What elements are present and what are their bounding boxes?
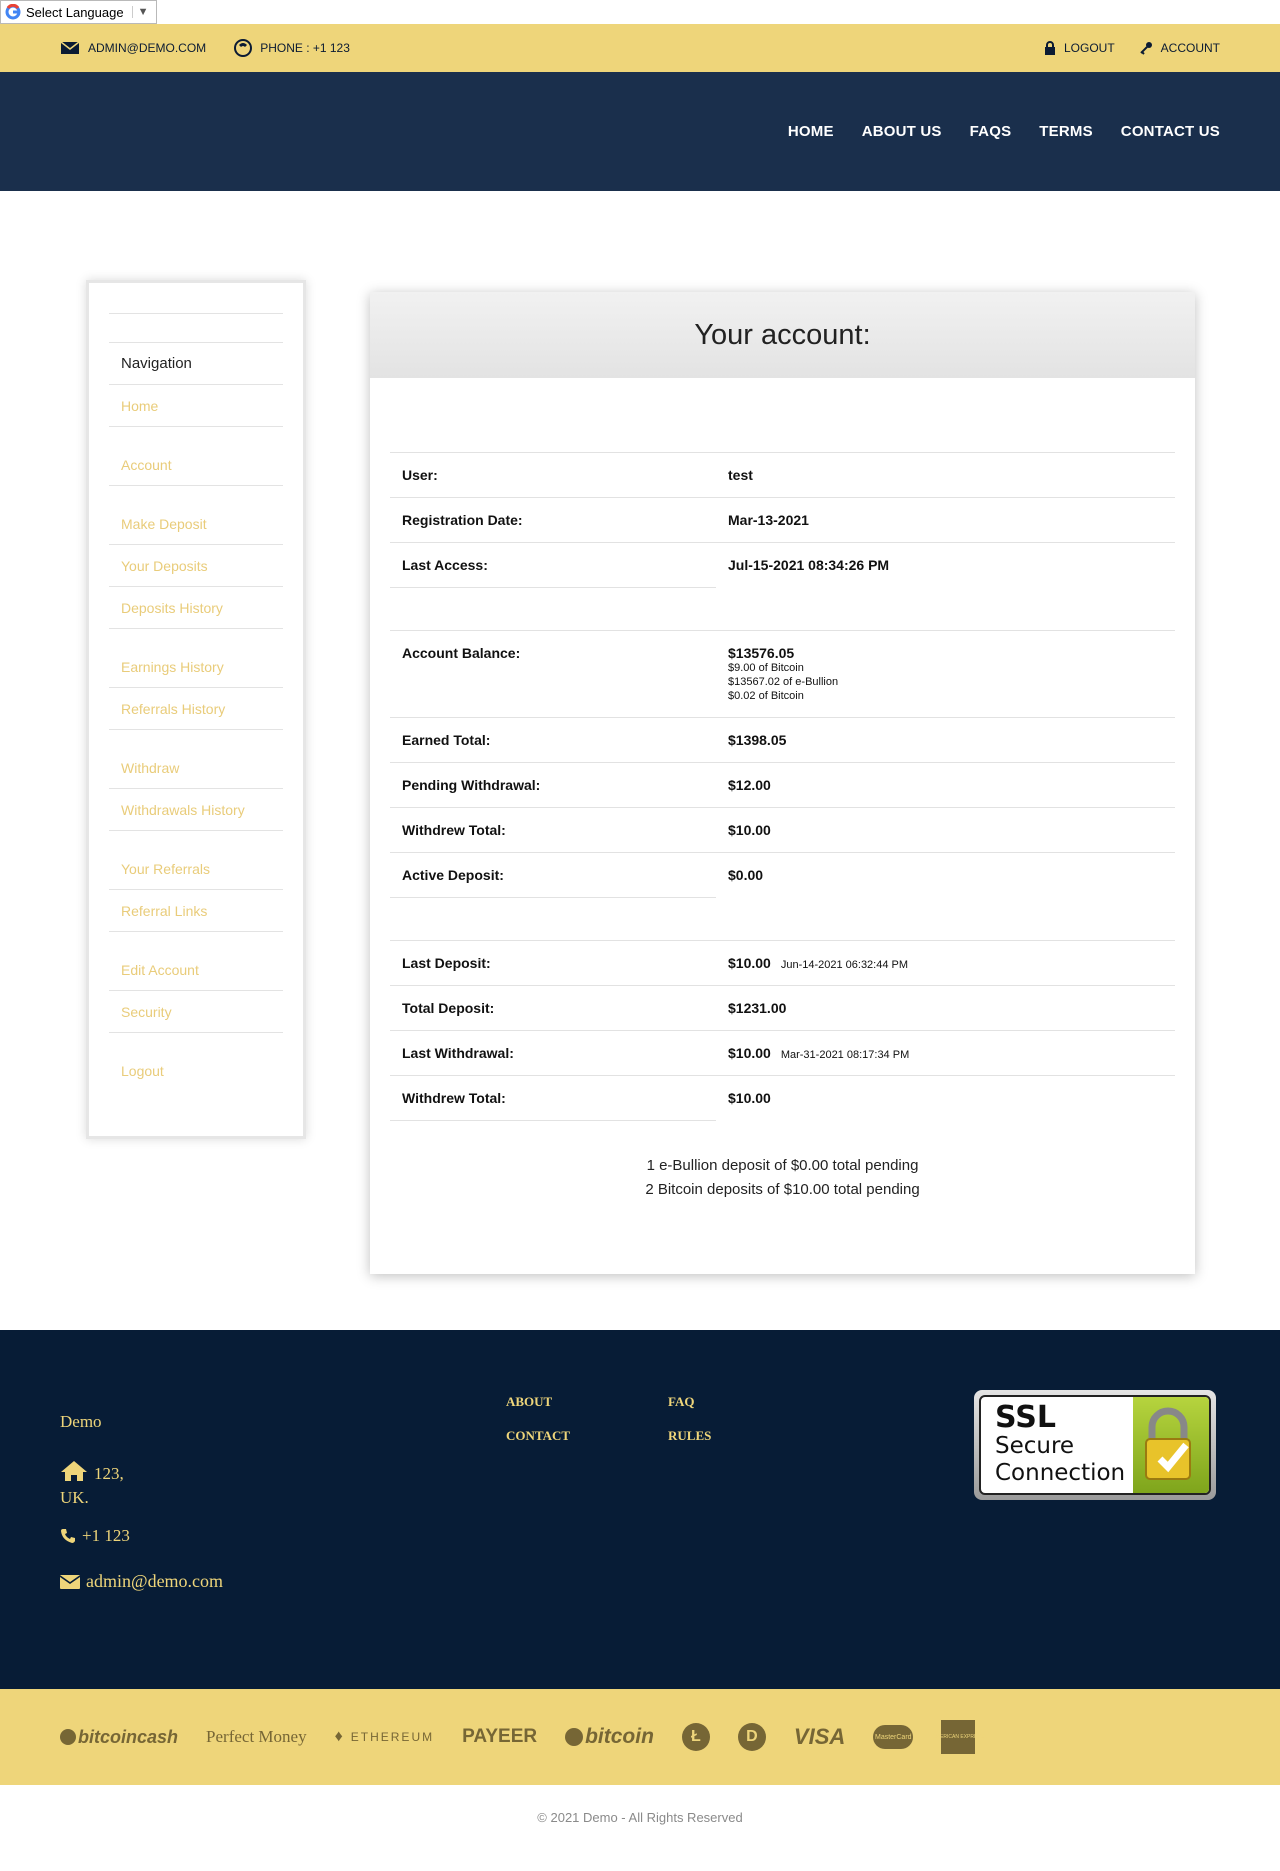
active-deposit-value: $0.00 — [728, 867, 764, 883]
bitcoin-logo: bitcoin — [565, 1725, 654, 1749]
sidebar-item-deposits-history[interactable]: Deposits History — [109, 587, 283, 629]
lock-icon — [1044, 41, 1056, 55]
table-row: Active Deposit: $0.00 — [390, 852, 1175, 898]
last-access-value: Jul-15-2021 08:34:26 PM — [728, 557, 890, 573]
table-row: Last Access: Jul-15-2021 08:34:26 PM — [390, 542, 1175, 588]
nav-about-us[interactable]: ABOUT US — [861, 123, 942, 140]
sidebar-item-account[interactable]: Account — [109, 444, 283, 486]
user-value: test — [728, 467, 753, 483]
footer-link-rules[interactable]: RULES — [668, 1428, 712, 1443]
envelope-icon — [60, 1574, 80, 1590]
topbar-email[interactable]: ADMIN@DEMO.COM — [60, 41, 206, 55]
language-label: Select Language — [26, 4, 124, 20]
footer-email[interactable]: admin@demo.com — [60, 1571, 223, 1592]
padlock-icon — [1133, 1397, 1209, 1493]
nav-contact-us[interactable]: CONTACT US — [1120, 123, 1220, 140]
pending-withdrawal-value: $12.00 — [728, 777, 771, 793]
table-row: Withdrew Total: $10.00 — [390, 807, 1175, 852]
ssl-badge: SSL Secure Connection — [974, 1390, 1216, 1500]
footer-brand: Demo — [60, 1412, 102, 1431]
table-row: Total Deposit: $1231.00 — [390, 985, 1175, 1030]
sidebar-item-withdraw[interactable]: Withdraw — [109, 747, 283, 789]
table-row: Account Balance: $13576.05 $9.00 of Bitcoin $13567.02 of e-Bullion $0.02 of Bitcoin — [390, 630, 1175, 717]
language-selector[interactable] — [0, 0, 157, 24]
payeer-logo: PAYEER — [462, 1726, 538, 1747]
table-row: User: test — [390, 452, 1175, 497]
sidebar-item-your-referrals[interactable]: Your Referrals — [109, 848, 283, 890]
litecoin-icon: Ł — [682, 1723, 710, 1751]
last-withdrawal-value: $10.00 Mar-31-2021 08:17:34 PM — [728, 1045, 910, 1061]
nav-terms[interactable]: TERMS — [1039, 123, 1093, 140]
sidebar-item-referral-links[interactable]: Referral Links — [109, 890, 283, 932]
nav-home[interactable]: HOME — [787, 123, 834, 140]
table-row: Earned Total: $1398.05 — [390, 717, 1175, 762]
account-link[interactable]: ACCOUNT — [1139, 41, 1220, 55]
visa-logo: VISA — [793, 1724, 846, 1749]
top-bar — [0, 24, 1280, 72]
account-title: Your account: — [370, 292, 1195, 378]
bitcoincash-logo: bitcoincash — [60, 1727, 178, 1748]
main-nav — [0, 72, 1280, 191]
mastercard-logo: MasterCard — [873, 1725, 913, 1749]
dash-icon: D — [738, 1723, 766, 1751]
sidebar-item-home[interactable]: Home — [109, 385, 283, 427]
sidebar-item-withdrawals-history[interactable]: Withdrawals History — [109, 789, 283, 831]
footer-link-faq[interactable]: FAQ — [668, 1394, 695, 1409]
divider — [109, 313, 283, 314]
pending-summary: 1 e-Bullion deposit of $0.00 total pending 2 Bitcoin deposits of $10.00 total pending — [645, 1157, 920, 1198]
table-row: Pending Withdrawal: $12.00 — [390, 762, 1175, 807]
perfect-money-logo: Perfect Money — [206, 1727, 307, 1746]
account-table — [390, 452, 1175, 1121]
key-icon — [1139, 41, 1153, 55]
phone-icon — [234, 39, 252, 57]
table-row: Last Deposit: $10.00 Jun-14-2021 06:32:44 PM — [390, 940, 1175, 985]
envelope-icon — [60, 41, 80, 55]
ethereum-logo: ♦ ETHEREUM — [334, 1728, 435, 1745]
table-row: Withdrew Total: $10.00 — [390, 1075, 1175, 1121]
footer-phone[interactable]: +1 123 — [60, 1526, 130, 1546]
sidebar-item-security[interactable]: Security — [109, 991, 283, 1033]
sidebar — [86, 280, 306, 1139]
withdrew-total-value-2: $10.00 — [728, 1090, 771, 1106]
nav-faqs[interactable]: FAQS — [969, 123, 1012, 140]
dropdown-arrow-icon: ▼ — [132, 6, 149, 18]
sidebar-heading: Navigation — [109, 342, 283, 385]
google-icon — [5, 4, 21, 20]
sidebar-item-earnings-history[interactable]: Earnings History — [109, 646, 283, 688]
earned-total-value: $1398.05 — [728, 732, 787, 748]
sidebar-item-your-deposits[interactable]: Your Deposits — [109, 545, 283, 587]
footer-link-contact[interactable]: CONTACT — [506, 1428, 571, 1443]
topbar-phone[interactable]: PHONE : +1 123 — [234, 39, 350, 57]
sidebar-item-edit-account[interactable]: Edit Account — [109, 949, 283, 991]
logout-link[interactable]: LOGOUT — [1044, 41, 1115, 55]
footer-address: 123, UK. — [60, 1460, 124, 1510]
payment-methods — [0, 1689, 1280, 1785]
account-balance-value: $13576.05 $9.00 of Bitcoin $13567.02 of e-Bullion $0.02 of Bitcoin — [728, 645, 839, 702]
home-icon — [60, 1460, 88, 1482]
sidebar-item-make-deposit[interactable]: Make Deposit — [109, 503, 283, 545]
registration-date-value: Mar-13-2021 — [728, 512, 809, 528]
sidebar-item-referrals-history[interactable]: Referrals History — [109, 688, 283, 730]
copyright: © 2021 Demo - All Rights Reserved — [537, 1810, 743, 1825]
account-panel — [370, 292, 1195, 1274]
phone-icon — [60, 1528, 76, 1544]
footer — [0, 1330, 1280, 1689]
sidebar-item-logout[interactable]: Logout — [121, 1063, 164, 1079]
withdrew-total-value: $10.00 — [728, 822, 771, 838]
table-row: Registration Date: Mar-13-2021 — [390, 497, 1175, 542]
amex-logo: AMERICAN EXPRESS — [941, 1720, 975, 1754]
total-deposit-value: $1231.00 — [728, 1000, 787, 1016]
footer-link-about[interactable]: ABOUT — [506, 1394, 553, 1409]
last-deposit-value: $10.00 Jun-14-2021 06:32:44 PM — [728, 955, 909, 971]
table-row: Last Withdrawal: $10.00 Mar-31-2021 08:17:34 PM — [390, 1030, 1175, 1075]
